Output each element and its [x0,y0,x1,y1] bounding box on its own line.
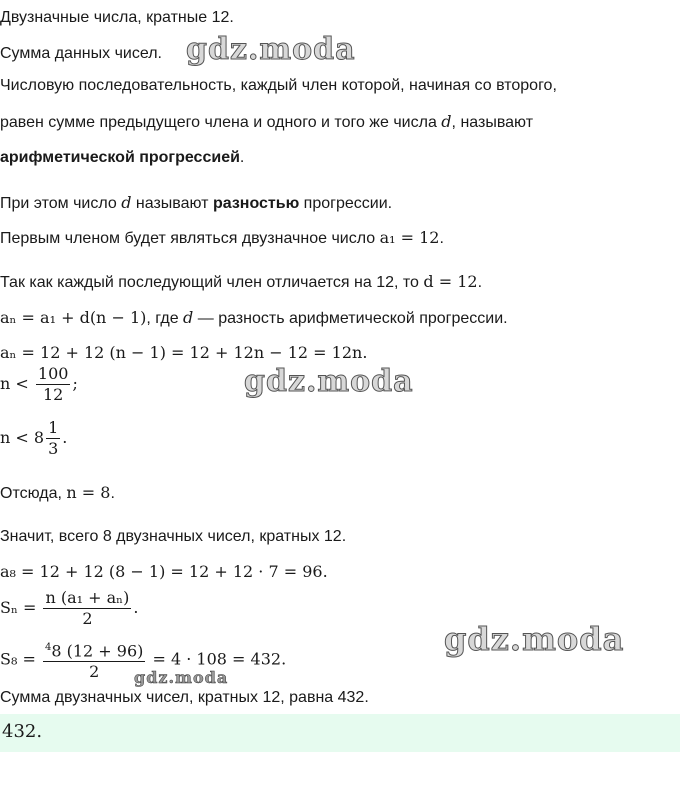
text: называют [131,195,213,212]
definition-text: равен сумме предыдущего члена и одного и того же числа [0,114,442,131]
term-difference: разностью [212,195,300,212]
watermark-logo-small: gdz.moda [134,668,229,687]
math-d-value: d = 12 [423,272,478,291]
watermark-logo: gdz.moda [186,32,356,67]
count-line: Значит, всего 8 двузначных чисел, кратных 12. [0,528,347,545]
first-term-line [0,226,444,251]
text: Первым членом будет являться двузначное число [0,230,380,247]
period: . [133,598,139,617]
period: . [62,428,68,447]
final-sum-line: Сумма двузначных чисел, кратных 12, равна 432. [0,689,369,706]
definition-line-1: Числовую последовательность, каждый член которой, начиная со второго, [0,77,557,94]
denominator: 3 [48,439,59,458]
condition-text: Сумма данных чисел. [0,45,162,62]
text: Так как каждый последующий член отличается на 12, то [0,274,424,291]
watermark-logo: gdz.moda [444,620,625,658]
difference-value-line [0,270,482,295]
answer-box [0,714,680,752]
condition-line-2 [0,42,162,66]
text: — разность арифметической прогрессии. [193,310,508,327]
text: При этом число [0,195,122,212]
math-n-8: n = 8 [66,483,111,502]
period: . [439,230,444,247]
fraction-100-12 [36,364,71,405]
s8-result: = 4 · 108 = 432. [152,649,287,669]
denominator: 12 [42,385,64,404]
text: , где [146,310,184,327]
numerator: n (a₁ + aₙ) [45,588,130,607]
period: . [110,485,115,502]
text: прогрессии. [299,195,393,212]
numerator: 1 [48,418,59,437]
fraction-s8 [43,638,145,682]
definition-text-end: , называют [451,114,534,131]
term-arithmetic-progression: арифметической прогрессией [0,149,240,166]
denominator: 2 [82,609,93,628]
sum-formula-line [0,588,138,629]
definition-line-2 [0,110,533,135]
math-sn: Sₙ = [0,598,37,617]
watermark-logo: gdz.moda [244,364,414,399]
math-d: d [441,112,452,131]
difference-line [0,191,392,216]
numerator-expression: 8 (12 + 96) [51,641,144,661]
fraction-sum-formula [43,588,131,629]
semicolon: ; [72,374,78,393]
fraction-1-3 [46,418,60,459]
nth-term-calc-line: aₙ = 12 + 12 (n − 1) = 12 + 12n − 12 = 12n. [0,343,368,362]
numerator [43,638,145,662]
condition-line-1: Двузначные числа, кратные 12. [0,9,234,26]
period: . [239,149,245,166]
period: . [477,274,483,291]
numerator: 100 [37,364,69,383]
denominator: 2 [89,662,100,682]
math-d: d [121,193,132,212]
conclusion-n-line [0,481,115,506]
nth-term-formula-line [0,306,508,331]
reduced-factor: 4 [44,642,52,653]
math-n-less: n < [0,374,29,393]
definition-line-3 [0,146,244,170]
math-d: d [183,308,194,327]
inequality-line-1 [0,364,78,405]
math-a1: a₁ = 12 [379,228,440,247]
math-s8: S₈ = [0,649,36,669]
math-n-less-8: n < 8 [0,428,45,447]
inequality-line-2 [0,418,67,459]
formula-an: aₙ = a₁ + d(n − 1) [0,308,147,327]
text: Отсюда, [0,485,67,502]
answer-value: 432. [2,721,43,742]
a8-line: a₈ = 12 + 12 (8 − 1) = 12 + 12 · 7 = 96. [0,562,328,581]
